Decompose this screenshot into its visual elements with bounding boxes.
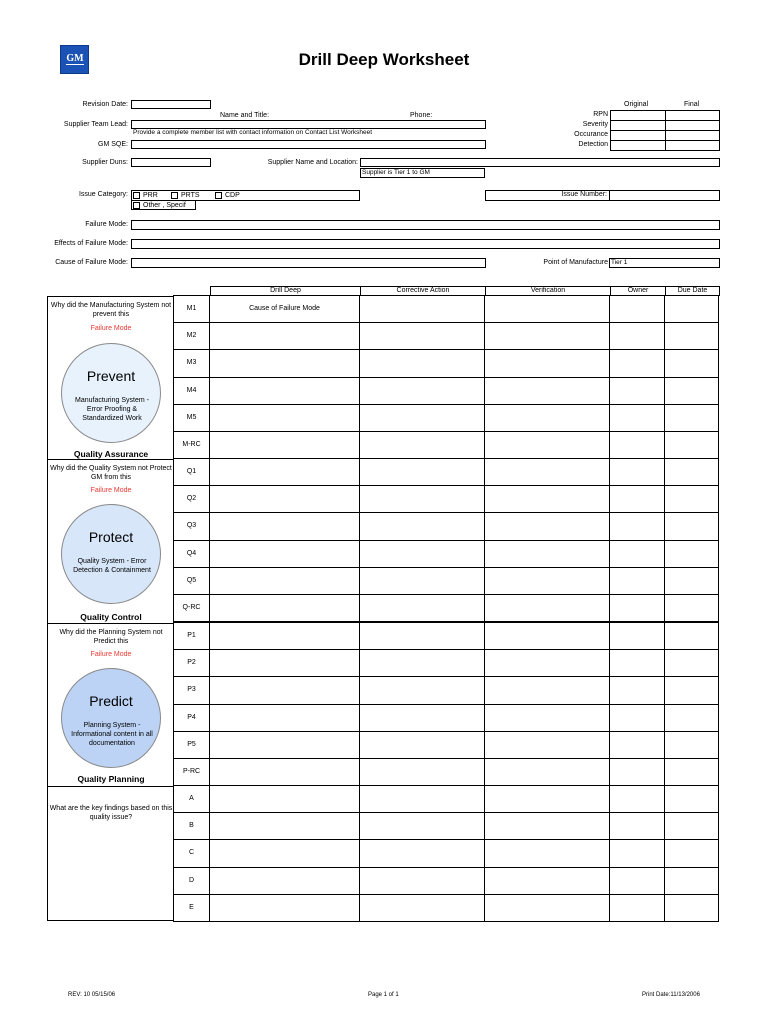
category-other[interactable]: Other , Specif xyxy=(133,201,186,210)
row-p-rc-corrective-action-cell[interactable] xyxy=(359,758,485,786)
row-e-owner-cell[interactable] xyxy=(609,894,665,922)
row-c-owner-cell[interactable] xyxy=(609,839,665,867)
supplier-name-location-label: Supplier Name and Location: xyxy=(267,159,358,166)
row-m3-verification-cell[interactable] xyxy=(484,349,610,377)
planning-failure-mode: Failure Mode xyxy=(90,651,132,658)
row-m5-owner-cell[interactable] xyxy=(609,404,665,432)
row-m4-due-date-cell[interactable] xyxy=(664,377,719,405)
row-code: P3 xyxy=(187,686,196,694)
row-m-rc-drill-deep-cell[interactable] xyxy=(209,431,360,459)
row-q3-drill-deep-cell[interactable] xyxy=(209,512,360,540)
row-a-owner-cell[interactable] xyxy=(609,785,665,813)
revision-date-label: Revision Date: xyxy=(82,101,128,108)
row-m1-owner-cell[interactable] xyxy=(609,295,665,323)
row-q1-due-date-cell[interactable] xyxy=(664,458,719,486)
category-cdp[interactable]: CDP xyxy=(215,191,240,200)
row-e-drill-deep-cell[interactable] xyxy=(209,894,360,922)
row-c-code-cell xyxy=(173,839,210,867)
row-m-rc-owner-cell[interactable] xyxy=(609,431,665,459)
row-m5-code-cell xyxy=(173,404,210,432)
row-p-rc-due-date-cell[interactable] xyxy=(664,758,719,786)
gm-logo-text: GM xyxy=(66,53,84,64)
row-q5-owner-cell[interactable] xyxy=(609,567,665,595)
row-m1-code-cell xyxy=(173,295,210,323)
predict-circle xyxy=(61,668,161,768)
row-p4-due-date-cell[interactable] xyxy=(664,704,719,732)
row-c-corrective-action-cell[interactable] xyxy=(359,839,485,867)
row-e-code-cell xyxy=(173,894,210,922)
row-p-rc-code-cell xyxy=(173,758,210,786)
row-q3-code-cell xyxy=(173,512,210,540)
header-corrective-action: Corrective Action xyxy=(360,286,486,296)
row-q1-drill-deep-cell[interactable] xyxy=(209,458,360,486)
row-m1-drill-deep-cell[interactable] xyxy=(209,295,360,323)
row-a-corrective-action-cell[interactable] xyxy=(359,785,485,813)
rpn-original-column[interactable] xyxy=(610,110,666,151)
row-q-rc-drill-deep-cell[interactable] xyxy=(209,594,360,622)
row-m2-due-date-cell[interactable] xyxy=(664,322,719,350)
row-q1-owner-cell[interactable] xyxy=(609,458,665,486)
row-p3-corrective-action-cell[interactable] xyxy=(359,676,485,704)
effects-field[interactable] xyxy=(131,239,720,249)
prevent-text: Manufacturing System - Error Proofing & Standardized Work xyxy=(75,397,149,422)
planning-section xyxy=(47,623,175,787)
gm-sqe-field[interactable] xyxy=(131,140,486,149)
row-m-rc-due-date-cell[interactable] xyxy=(664,431,719,459)
row-a-drill-deep-cell[interactable] xyxy=(209,785,360,813)
row-code: Q3 xyxy=(186,522,197,530)
cause-field[interactable] xyxy=(131,258,486,268)
row-q4-corrective-action-cell[interactable] xyxy=(359,540,485,568)
supplier-name-location-field[interactable] xyxy=(360,158,720,167)
row-q4-code-cell xyxy=(173,540,210,568)
row-m-rc-corrective-action-cell[interactable] xyxy=(359,431,485,459)
quality-section xyxy=(47,459,175,624)
row-m2-verification-cell[interactable] xyxy=(484,322,610,350)
row-m4-drill-deep-cell[interactable] xyxy=(209,377,360,405)
row-code: E xyxy=(189,903,194,911)
row-c-verification-cell[interactable] xyxy=(484,839,610,867)
row-p4-drill-deep-cell[interactable] xyxy=(209,704,360,732)
manufacturing-section xyxy=(47,296,175,460)
row-p4-owner-cell[interactable] xyxy=(609,704,665,732)
row-c-due-date-cell[interactable] xyxy=(664,839,719,867)
prr-checkbox[interactable] xyxy=(133,192,140,199)
quality-question: Why did the Quality System not Protect GM from this xyxy=(50,465,172,481)
team-lead-note: Provide a complete member list with contact information on Contact List Worksheet xyxy=(133,129,373,136)
supplier-team-lead-field[interactable] xyxy=(131,120,486,129)
header-verification: Verification xyxy=(485,286,611,296)
row-p4-corrective-action-cell[interactable] xyxy=(359,704,485,732)
failure-mode-label: Failure Mode: xyxy=(85,221,128,228)
row-q3-corrective-action-cell[interactable] xyxy=(359,512,485,540)
row-code: M4 xyxy=(186,386,197,394)
planning-question: Why did the Planning System not Predict this xyxy=(59,629,163,645)
row-p3-owner-cell[interactable] xyxy=(609,676,665,704)
row-p-rc-verification-cell[interactable] xyxy=(484,758,610,786)
row-m5-due-date-cell[interactable] xyxy=(664,404,719,432)
row-b-verification-cell[interactable] xyxy=(484,812,610,840)
row-d-code-cell xyxy=(173,867,210,895)
manufacturing-question: Why did the Manufacturing System not prevent this xyxy=(50,302,172,318)
supplier-duns-label: Supplier Duns: xyxy=(82,159,128,166)
prevent-title: Prevent xyxy=(86,368,136,384)
supplier-team-lead-label: Supplier Team Lead: xyxy=(63,121,128,128)
header-owner: Owner xyxy=(610,286,666,296)
quality-planning-title: Quality Planning xyxy=(77,774,145,784)
rpn-original-header: Original xyxy=(624,101,649,108)
row-m4-verification-cell[interactable] xyxy=(484,377,610,405)
row-code: M-RC xyxy=(182,441,201,448)
footer-revision: REV: 10 05/15/06 xyxy=(68,992,116,998)
row-p5-due-date-cell[interactable] xyxy=(664,731,719,759)
row-code: Q5 xyxy=(186,576,197,584)
row-m4-code-cell xyxy=(173,377,210,405)
header-due-date: Due Date xyxy=(665,286,720,296)
row-p4-verification-cell[interactable] xyxy=(484,704,610,732)
row-p2-drill-deep-cell[interactable] xyxy=(209,649,360,677)
row-p-rc-owner-cell[interactable] xyxy=(609,758,665,786)
footer-print-date: Print Date:11/13/2006 xyxy=(642,992,700,998)
row-e-verification-cell[interactable] xyxy=(484,894,610,922)
row-q2-verification-cell[interactable] xyxy=(484,485,610,513)
row-code: D xyxy=(188,876,195,884)
row-q4-drill-deep-cell[interactable] xyxy=(209,540,360,568)
cause-label: Cause of Failure Mode: xyxy=(55,259,128,266)
row-q2-drill-deep-cell[interactable] xyxy=(209,485,360,513)
issue-category-label: Issue Category: xyxy=(78,191,128,198)
row-a-verification-cell[interactable] xyxy=(484,785,610,813)
row-m5-corrective-action-cell[interactable] xyxy=(359,404,485,432)
predict-title: Predict xyxy=(89,693,133,709)
row-b-owner-cell[interactable] xyxy=(609,812,665,840)
row-p1-corrective-action-cell[interactable] xyxy=(359,622,485,650)
point-of-manufacture-label: Point of Manufacture xyxy=(543,259,608,266)
row-p3-due-date-cell[interactable] xyxy=(664,676,719,704)
failure-mode-field[interactable] xyxy=(131,220,720,230)
rpn-row-label: RPN xyxy=(593,111,608,118)
issue-number-label: Issue Number: xyxy=(561,191,607,198)
row-code: Q-RC xyxy=(182,604,201,611)
row-p4-code-cell xyxy=(173,704,210,732)
row-code: M3 xyxy=(186,359,197,367)
prevent-circle xyxy=(61,343,161,443)
row-q-rc-verification-cell[interactable] xyxy=(484,594,610,622)
row-code: P-RC xyxy=(182,768,201,775)
row-b-drill-deep-cell[interactable] xyxy=(209,812,360,840)
prts-checkbox[interactable] xyxy=(171,192,178,199)
row-q2-owner-cell[interactable] xyxy=(609,485,665,513)
supplier-duns-field[interactable] xyxy=(131,158,211,167)
row-e-due-date-cell[interactable] xyxy=(664,894,719,922)
row-code: M5 xyxy=(186,413,197,421)
row-p1-drill-deep-cell[interactable] xyxy=(209,622,360,650)
row-code: C xyxy=(188,849,195,857)
row-m5-verification-cell[interactable] xyxy=(484,404,610,432)
row-m1-due-date-cell[interactable] xyxy=(664,295,719,323)
row-m3-owner-cell[interactable] xyxy=(609,349,665,377)
quality-assurance-title: Quality Assurance xyxy=(73,449,149,459)
issue-number-field[interactable] xyxy=(609,190,720,201)
row-p1-verification-cell[interactable] xyxy=(484,622,610,650)
row-p2-verification-cell[interactable] xyxy=(484,649,610,677)
cdp-checkbox[interactable] xyxy=(215,192,222,199)
protect-text: Quality System - Error Detection & Containment xyxy=(73,558,151,574)
row-m-rc-verification-cell[interactable] xyxy=(484,431,610,459)
category-prts[interactable]: PRTS xyxy=(171,191,200,200)
row-q5-drill-deep-cell[interactable] xyxy=(209,567,360,595)
row-q3-owner-cell[interactable] xyxy=(609,512,665,540)
row-q1-corrective-action-cell[interactable] xyxy=(359,458,485,486)
findings-question: What are the key findings based on this quality issue? xyxy=(49,805,173,821)
row-q4-verification-cell[interactable] xyxy=(484,540,610,568)
row-c-drill-deep-cell[interactable] xyxy=(209,839,360,867)
row-p2-due-date-cell[interactable] xyxy=(664,649,719,677)
category-prr[interactable]: PRR xyxy=(133,191,158,200)
row-m2-corrective-action-cell[interactable] xyxy=(359,322,485,350)
severity-row-label: Severity xyxy=(582,121,608,128)
phone-label: Phone: xyxy=(410,112,433,119)
detection-row-label: Detection xyxy=(578,141,608,148)
row-q1-code-cell xyxy=(173,458,210,486)
row-d-verification-cell[interactable] xyxy=(484,867,610,895)
row-code: Q1 xyxy=(186,468,197,475)
row-code: M2 xyxy=(186,332,197,340)
row-m3-code-cell xyxy=(173,349,210,377)
row-code: P1 xyxy=(187,632,196,639)
row-p2-owner-cell[interactable] xyxy=(609,649,665,677)
rpn-final-header: Final xyxy=(684,101,700,108)
row-p1-due-date-cell[interactable] xyxy=(664,622,719,650)
row-d-corrective-action-cell[interactable] xyxy=(359,867,485,895)
row-code: P4 xyxy=(187,713,196,721)
row-m3-due-date-cell[interactable] xyxy=(664,349,719,377)
row-q4-due-date-cell[interactable] xyxy=(664,540,719,568)
supplier-tier-note: Supplier is Tier 1 to GM xyxy=(362,169,430,176)
row-p5-corrective-action-cell[interactable] xyxy=(359,731,485,759)
page-title: Drill Deep Worksheet xyxy=(298,50,470,69)
row-p2-code-cell xyxy=(173,649,210,677)
row-p1-owner-cell[interactable] xyxy=(609,622,665,650)
row-m3-drill-deep-cell[interactable] xyxy=(209,349,360,377)
row-q-rc-corrective-action-cell[interactable] xyxy=(359,594,485,622)
row-a-code-cell xyxy=(173,785,210,813)
point-of-manufacture-value: Tier 1 xyxy=(611,259,628,266)
row-q-rc-owner-cell[interactable] xyxy=(609,594,665,622)
quality-failure-mode: Failure Mode xyxy=(90,487,132,494)
row-p1-code-cell xyxy=(173,622,210,650)
row-m2-owner-cell[interactable] xyxy=(609,322,665,350)
row-m3-corrective-action-cell[interactable] xyxy=(359,349,485,377)
rpn-final-column[interactable] xyxy=(665,110,720,151)
occurance-row-label: Occurance xyxy=(574,131,608,138)
row-code: A xyxy=(189,795,194,802)
row-p5-owner-cell[interactable] xyxy=(609,731,665,759)
manufacturing-failure-mode: Failure Mode xyxy=(90,325,132,332)
row-q-rc-code-cell xyxy=(173,594,210,622)
m1-drill-deep-text: Cause of Failure Mode xyxy=(249,305,320,312)
row-p3-verification-cell[interactable] xyxy=(484,676,610,704)
row-m1-corrective-action-cell[interactable] xyxy=(359,295,485,323)
row-q2-due-date-cell[interactable] xyxy=(664,485,719,513)
row-code: B xyxy=(189,822,194,830)
row-code: Q4 xyxy=(186,549,197,557)
predict-text: Planning System - Informational content in all documentation xyxy=(71,722,153,747)
row-q5-corrective-action-cell[interactable] xyxy=(359,567,485,595)
row-d-due-date-cell[interactable] xyxy=(664,867,719,895)
row-m4-corrective-action-cell[interactable] xyxy=(359,377,485,405)
row-m2-drill-deep-cell[interactable] xyxy=(209,322,360,350)
revision-date-field[interactable] xyxy=(131,100,211,109)
row-code: Q2 xyxy=(186,495,197,503)
row-m1-verification-cell[interactable] xyxy=(484,295,610,323)
name-title-label: Name and Title: xyxy=(220,112,270,119)
row-a-due-date-cell[interactable] xyxy=(664,785,719,813)
row-q5-verification-cell[interactable] xyxy=(484,567,610,595)
row-p2-corrective-action-cell[interactable] xyxy=(359,649,485,677)
effects-label: Effects of Failure Mode: xyxy=(54,240,128,247)
row-p3-drill-deep-cell[interactable] xyxy=(209,676,360,704)
row-m5-drill-deep-cell[interactable] xyxy=(209,404,360,432)
row-b-code-cell xyxy=(173,812,210,840)
row-code: P2 xyxy=(187,659,196,667)
row-d-drill-deep-cell[interactable] xyxy=(209,867,360,895)
row-q2-code-cell xyxy=(173,485,210,513)
row-d-owner-cell[interactable] xyxy=(609,867,665,895)
row-p5-drill-deep-cell[interactable] xyxy=(209,731,360,759)
row-q4-owner-cell[interactable] xyxy=(609,540,665,568)
row-code: P5 xyxy=(187,740,196,748)
quality-control-title: Quality Control xyxy=(80,612,142,622)
protect-title: Protect xyxy=(88,529,134,545)
row-q3-due-date-cell[interactable] xyxy=(664,512,719,540)
row-e-corrective-action-cell[interactable] xyxy=(359,894,485,922)
header-drill-deep: Drill Deep xyxy=(210,286,361,296)
other-checkbox[interactable] xyxy=(133,202,140,209)
row-q5-code-cell xyxy=(173,567,210,595)
row-q3-verification-cell[interactable] xyxy=(484,512,610,540)
row-q2-corrective-action-cell[interactable] xyxy=(359,485,485,513)
row-p5-code-cell xyxy=(173,731,210,759)
row-m2-code-cell xyxy=(173,322,210,350)
row-q-rc-due-date-cell[interactable] xyxy=(664,594,719,622)
gm-sqe-label: GM SQE: xyxy=(98,141,128,148)
row-code: M1 xyxy=(186,305,197,312)
row-p-rc-drill-deep-cell[interactable] xyxy=(209,758,360,786)
footer-page: Page 1 of 1 xyxy=(368,992,399,998)
row-b-corrective-action-cell[interactable] xyxy=(359,812,485,840)
row-p3-code-cell xyxy=(173,676,210,704)
row-m4-owner-cell[interactable] xyxy=(609,377,665,405)
row-b-due-date-cell[interactable] xyxy=(664,812,719,840)
findings-section xyxy=(47,786,175,921)
row-q5-due-date-cell[interactable] xyxy=(664,567,719,595)
row-p5-verification-cell[interactable] xyxy=(484,731,610,759)
row-q1-verification-cell[interactable] xyxy=(484,458,610,486)
protect-circle xyxy=(61,504,161,604)
row-m-rc-code-cell xyxy=(173,431,210,459)
